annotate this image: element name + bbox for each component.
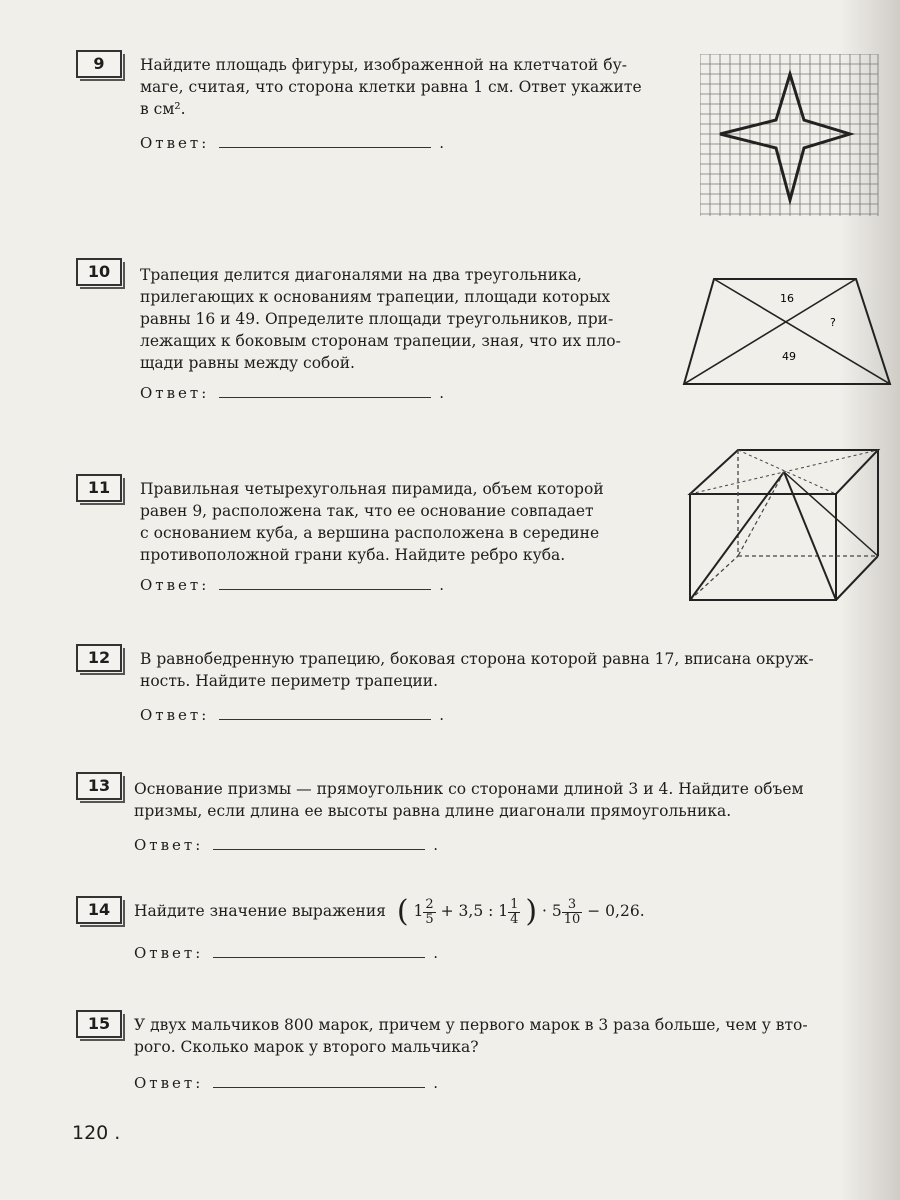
task-number: 13 [76,772,122,800]
answer-field[interactable]: Ответ: . [140,576,445,594]
answer-label: Ответ: [140,576,210,594]
task-text: У двух мальчиков 800 марок, причем у первого марок в 3 раза больше, чем у вто- рого. Сколько марок у второго мальчика? [134,1016,808,1056]
answer-line[interactable] [219,146,431,148]
answer-line[interactable] [213,956,425,958]
answer-label: Ответ: [140,384,210,402]
task-number: 15 [76,1010,122,1038]
answer-field[interactable]: Ответ: . [134,1074,439,1092]
star-figure-on-grid [700,54,880,218]
answer-field[interactable]: Ответ: . [140,706,445,724]
answer-label: Ответ: [140,134,210,152]
answer-line[interactable] [213,1086,425,1088]
fraction: $\frac{3}{10}$ [563,896,581,927]
area-label-bottom: 49 [782,350,796,363]
task-number: 9 [76,50,122,78]
answer-field[interactable]: Ответ: . [134,836,439,854]
task-text [134,893,894,930]
answer-field[interactable]: Ответ: . [134,944,439,962]
task-text: Найдите площадь фигуры, изображенной на клетчатой бу- маге, считая, что сторона клетки равна 1 см. Ответ укажите в см². [140,56,642,118]
task-text: Правильная четырехугольная пирамида, объем которой равен 9, расположена так, что ее основание совпадает с основанием куба, а вершина расположена в середине противоположной грани куба. Найдите ребро куба. [140,480,604,564]
task-number: 11 [76,474,122,502]
math-expression: ( 1 $\frac{2}{5}$ + 3,5 : 1 $\frac{1}{4}$ ) · 5 $\frac{3}{10}$ − 0,26. [396,894,645,929]
area-label-side: ? [830,316,836,329]
task-number: 12 [76,644,122,672]
answer-field[interactable]: Ответ: . [140,384,445,402]
answer-line[interactable] [219,396,431,398]
task-number: 10 [76,258,122,286]
answer-label: Ответ: [134,836,204,854]
answer-line[interactable] [219,718,431,720]
area-label-top: 16 [780,292,794,305]
task-number: 14 [76,896,122,924]
task-14-prompt: Найдите значение выражения [134,902,386,920]
answer-label: Ответ: [134,944,204,962]
page-number: 120 . [72,1122,121,1144]
trapezoid-figure [680,276,894,388]
task-text: Трапеция делится диагоналями на два треугольника, прилегающих к основаниям трапеции, площади которых равны 16 и 49. Определите площади треугольников, при- лежащих к боковым сторонам трапеции, зная, что их пло- щади равны между собой. [140,266,621,372]
answer-line[interactable] [219,588,431,590]
answer-label: Ответ: [140,706,210,724]
answer-line[interactable] [213,848,425,850]
cube-pyramid-figure [686,446,882,604]
fraction: $\frac{2}{5}$ [425,896,434,927]
fraction: $\frac{1}{4}$ [510,896,519,927]
answer-label: Ответ: [134,1074,204,1092]
answer-field[interactable]: Ответ: . [140,134,445,152]
task-text: В равнобедренную трапецию, боковая сторона которой равна 17, вписана окруж- ность. Найдите периметр трапеции. [140,650,814,690]
task-text: Основание призмы — прямоугольник со сторонами длиной 3 и 4. Найдите объем призмы, если длина ее высоты равна длине диагонали прямоугольника. [134,780,804,820]
